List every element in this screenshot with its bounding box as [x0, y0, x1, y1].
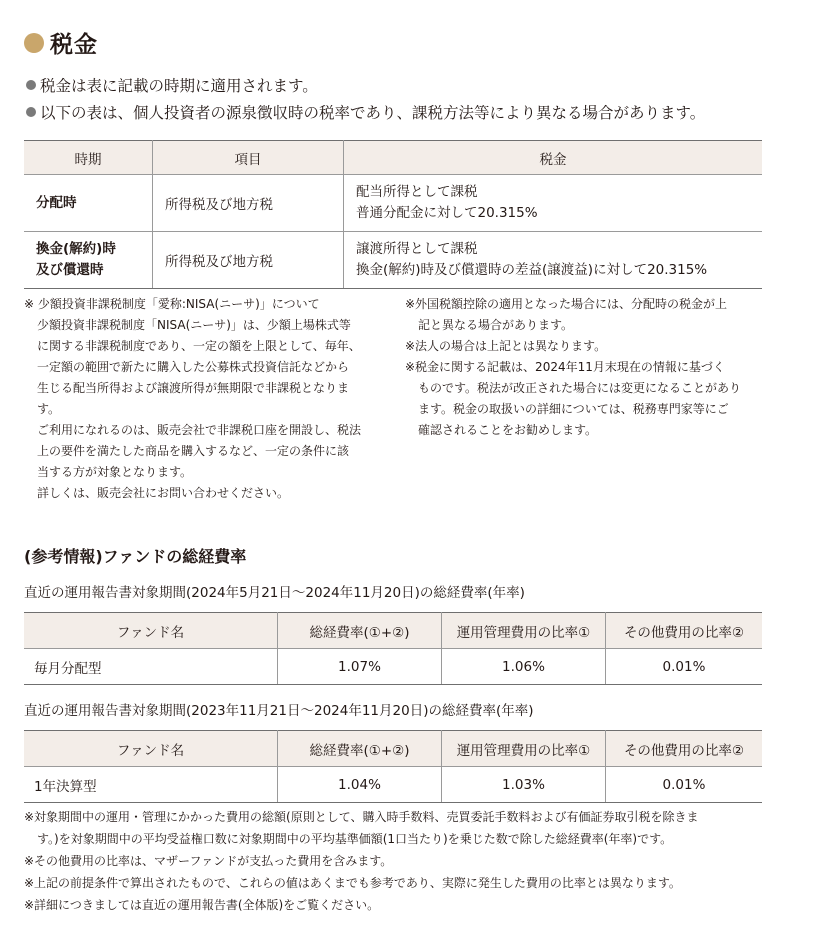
bullet-1: [26, 74, 318, 96]
period-cell: [24, 175, 153, 232]
fund-name-cell: 毎月分配型: [24, 649, 278, 685]
note-line: ※ 少額投資非課税制度「愛称:NISA(ニーサ)」について: [24, 297, 320, 311]
note-line: 確認されることをお勧めします。: [418, 423, 598, 437]
bullet-text: 税金は表に記載の時期に適用されます。: [40, 77, 318, 95]
expense-table-2: [24, 730, 762, 803]
period-text: 分配時: [36, 194, 77, 211]
note-line: 生じる配当所得および譲渡所得が無期限で非課税となりま: [37, 381, 350, 395]
note-line: ます。税金の取扱いの詳細については、税務専門家等にご: [418, 402, 729, 416]
table-row: [24, 232, 762, 289]
header-fund-name: ファンド名: [24, 613, 278, 649]
period-cell: [24, 232, 153, 289]
footnote-line: す。)を対象期間中の平均受益権口数に対象期間中の平均基準価額(1口当たり)を乗じた数で除した総経費率(年率)です。: [37, 832, 673, 846]
expense-table-1: [24, 612, 762, 685]
bullet-2: [26, 101, 705, 123]
expense-heading: (参考情報)ファンドの総経費率: [24, 547, 247, 566]
expense-period-1: 直近の運用報告書対象期間(2024年5月21日～2024年11月20日)の総経費率(年率): [24, 585, 525, 601]
header-other-ratio: その他費用の比率②: [606, 731, 763, 767]
item-cell: 所得税及び地方税: [153, 175, 344, 232]
management-ratio-cell: 1.06%: [442, 649, 606, 685]
note-line: 上の要件を満たした商品を購入するなど、一定の条件に該: [37, 444, 350, 458]
tax-cell: [344, 232, 763, 289]
fund-name-cell: 1年決算型: [24, 767, 278, 803]
note-line: ご利用になれるのは、販売会社で非課税口座を開設し、税法: [37, 423, 362, 437]
tax-text: 換金(解約)時及び償還時の差益(譲渡益)に対して20.315%: [356, 262, 708, 278]
header-period: 時期: [24, 141, 153, 175]
management-ratio-cell: 1.03%: [442, 767, 606, 803]
note-line: ※税金に関する記載は、2024年11月末現在の情報に基づく: [405, 360, 725, 374]
note-line: す。: [37, 402, 61, 416]
expense-table-header: [24, 613, 762, 649]
note-line: 記と異なる場合があります。: [418, 318, 574, 332]
total-ratio-cell: 1.04%: [278, 767, 442, 803]
footnote-line: ※上記の前提条件で算出されたもので、これらの値はあくまでも参考であり、実際に発生した費用の比率とは異なります。: [24, 876, 681, 890]
header-other-ratio: その他費用の比率②: [606, 613, 763, 649]
page-title: 税金: [50, 32, 98, 58]
total-ratio-cell: 1.07%: [278, 649, 442, 685]
note-line: 当する方が対象となります。: [37, 465, 193, 479]
bullet-dot-icon: [26, 107, 36, 117]
tax-table-header: [24, 141, 762, 175]
tax-cell: [344, 175, 763, 232]
note-line: 少額投資非課税制度「NISA(ニーサ)」は、少額上場株式等: [37, 318, 351, 332]
note-line: 詳しくは、販売会社にお問い合わせください。: [37, 486, 290, 500]
footnote-line: ※その他費用の比率は、マザーファンドが支払った費用を含みます。: [24, 854, 393, 868]
footnote-line: ※詳細につきましては直近の運用報告書(全体版)をご覧ください。: [24, 898, 380, 912]
header-management-ratio: 運用管理費用の比率①: [442, 731, 606, 767]
note-line: 一定額の範囲で新たに購入した公募株式投資信託などから: [37, 360, 350, 374]
nisa-notes: [24, 294, 361, 504]
note-line: に関する非課税制度であり、一定の額を上限として、毎年、: [37, 339, 361, 353]
note-line: ※外国税額控除の適用となった場合には、分配時の税金が上: [405, 297, 728, 311]
footnote-line: ※対象期間中の運用・管理にかかった費用の総額(原則として、購入時手数料、売買委託手数料および有価証券取引税を除きま: [24, 810, 699, 824]
tax-notes: [405, 294, 741, 441]
expense-period-2: 直近の運用報告書対象期間(2023年11月21日～2024年11月20日)の総経費率(年率): [24, 703, 534, 719]
note-line: ※法人の場合は上記とは異なります。: [405, 339, 607, 353]
header-management-ratio: 運用管理費用の比率①: [442, 613, 606, 649]
tax-table: [24, 140, 762, 289]
bullet-dot-icon: [26, 80, 36, 90]
expense-footnotes: [24, 806, 699, 916]
bullet-text: 以下の表は、個人投資者の源泉徴収時の税率であり、課税方法等により異なる場合があります。: [40, 104, 706, 122]
tax-text: 普通分配金に対して20.315%: [356, 205, 538, 221]
section-title: [24, 26, 98, 59]
header-fund-name: ファンド名: [24, 731, 278, 767]
header-tax: 税金: [344, 141, 763, 175]
other-ratio-cell: 0.01%: [606, 767, 763, 803]
title-dot-icon: [24, 33, 44, 53]
other-ratio-cell: 0.01%: [606, 649, 763, 685]
period-text: 及び償還時: [36, 262, 104, 278]
header-item: 項目: [153, 141, 344, 175]
item-cell: 所得税及び地方税: [153, 232, 344, 289]
tax-text: 配当所得として課税: [356, 184, 478, 200]
table-row: [24, 649, 762, 685]
table-row: [24, 175, 762, 232]
table-row: [24, 767, 762, 803]
header-total-ratio: 総経費率(①+②): [278, 613, 442, 649]
header-total-ratio: 総経費率(①+②): [278, 731, 442, 767]
note-line: ものです。税法が改正された場合には変更になることがあり: [418, 381, 742, 395]
period-text: 換金(解約)時: [36, 241, 116, 257]
expense-table-header: [24, 731, 762, 767]
tax-text: 譲渡所得として課税: [356, 241, 478, 257]
